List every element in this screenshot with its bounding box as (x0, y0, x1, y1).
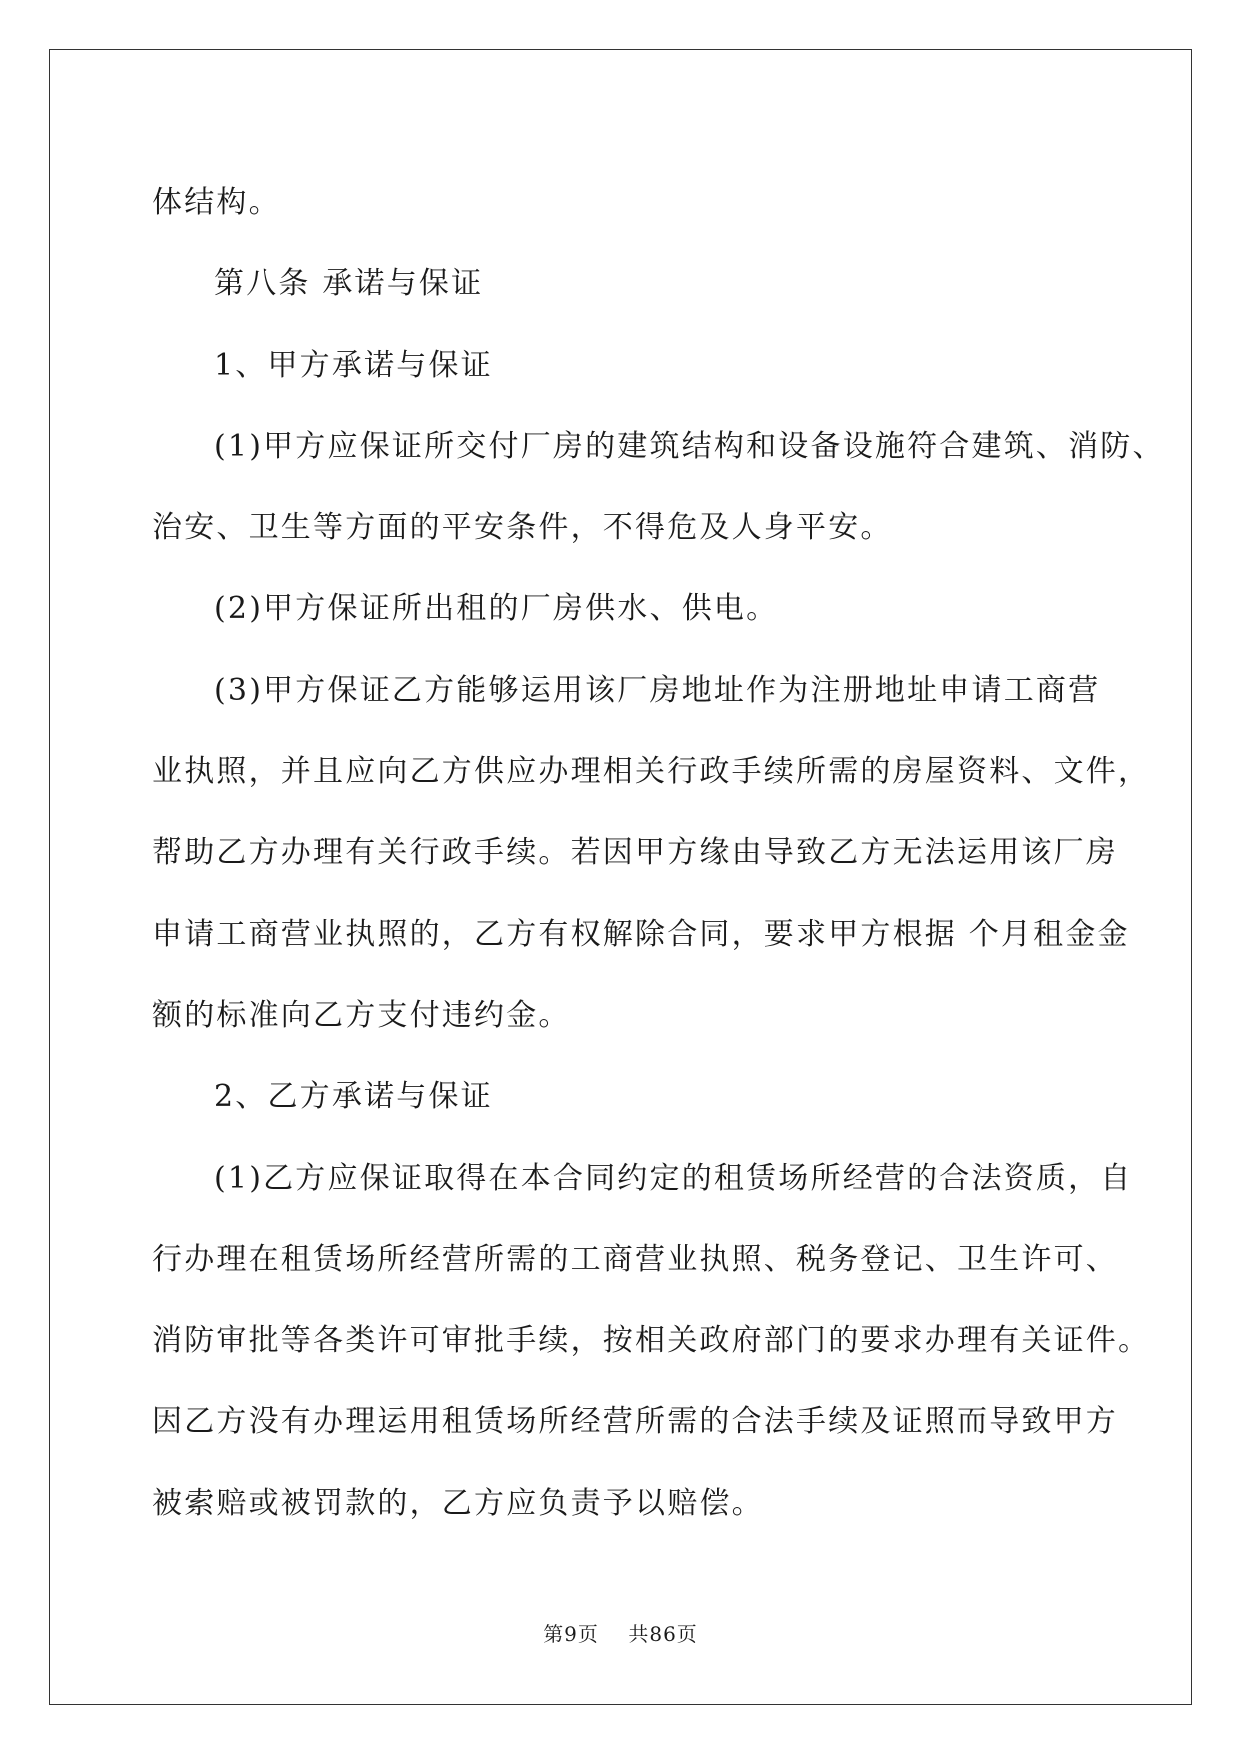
page-total: 共86页 (628, 1622, 698, 1646)
text-line: 因乙方没有办理运用租赁场所经营所需的合法手续及证照而导致甲方 (152, 1404, 1118, 1440)
text-line: (1)甲方应保证所交付厂房的建筑结构和设备设施符合建筑、消防、 (214, 428, 1165, 464)
text-line: 治安、卫生等方面的平安条件，不得危及人身平安。 (152, 510, 893, 546)
document-body (152, 162, 1165, 1544)
page-number: 第9页 (543, 1622, 599, 1646)
page-footer (0, 1618, 1241, 1647)
text-line: 被索赔或被罚款的，乙方应负责予以赔偿。 (152, 1485, 764, 1521)
text-line: 行办理在租赁场所经营所需的工商营业执照、税务登记、卫生许可、 (152, 1241, 1118, 1277)
subsection-heading: 1、甲方承诺与保证 (214, 347, 493, 383)
text-line: 业执照，并且应向乙方供应办理相关行政手续所需的房屋资料、文件， (152, 754, 1151, 790)
text-line: (1)乙方应保证取得在本合同约定的租赁场所经营的合法资质，自 (214, 1160, 1133, 1196)
text-line: 消防审批等各类许可审批手续，按相关政府部门的要求办理有关证件。 (152, 1323, 1151, 1359)
text-line: 体结构。 (152, 185, 281, 220)
text-line: 申请工商营业执照的，乙方有权解除合同，要求甲方根据 个月租金金 (152, 916, 1130, 952)
text-line: (3)甲方保证乙方能够运用该厂房地址作为注册地址申请工商营 (214, 672, 1101, 708)
section-heading: 第八条 承诺与保证 (214, 266, 484, 302)
text-line: 额的标准向乙方支付违约金。 (152, 997, 571, 1033)
text-line: (2)甲方保证所出租的厂房供水、供电。 (214, 591, 779, 627)
text-line: 帮助乙方办理有关行政手续。若因甲方缘由导致乙方无法运用该厂房 (152, 835, 1118, 871)
subsection-heading: 2、乙方承诺与保证 (214, 1079, 493, 1115)
